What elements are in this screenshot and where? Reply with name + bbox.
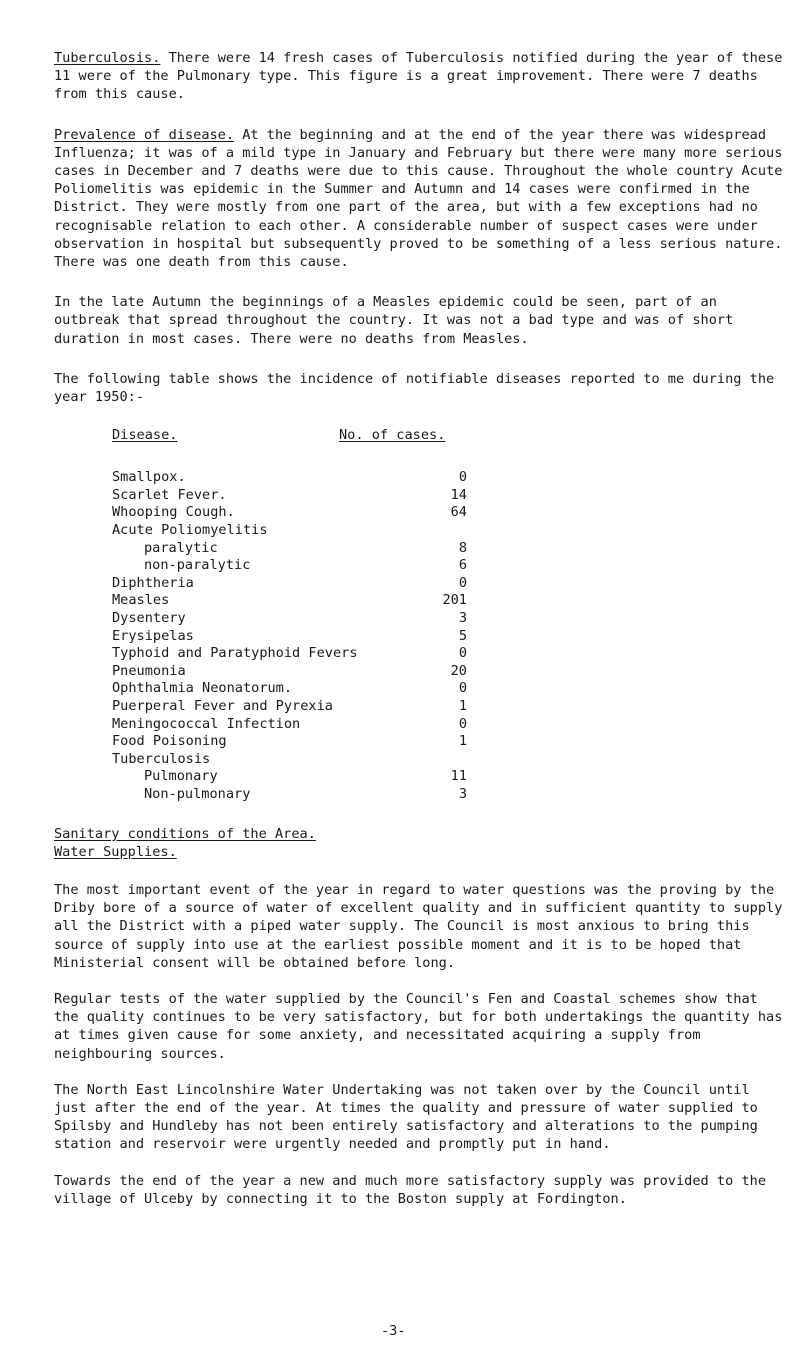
disease-name: Smallpox. xyxy=(112,469,186,486)
prevalence-text: At the beginning and at the end of the year there was widespread Influenza; it was of a mild type in January and February but there were many more serious cases in December and 7 deaths were due to this cause. Throughout the whole country Acute Poliomelitis was epidemic in the Summer and Autumn and 14 cases were confirmed in the District. They were mostly from one part of the area, but with a few exceptions had no recognisable relation to each other. A considerable number of suspect cases were under observation in hospital but subsequently proved to be something of a less serious nature. There was one death from this cause. xyxy=(54,126,783,271)
case-count: 0 xyxy=(458,645,467,662)
table-row xyxy=(112,521,801,539)
disease-name: non-paralytic xyxy=(144,557,251,574)
disease-name: Pneumonia xyxy=(112,662,186,679)
table-row xyxy=(112,503,801,521)
table-row xyxy=(112,539,801,557)
disease-name: Puerperal Fever and Pyrexia xyxy=(112,697,333,714)
case-count: 0 xyxy=(458,715,467,732)
disease-name: Typhoid and Paratyphoid Fevers xyxy=(112,645,358,662)
table-row xyxy=(112,574,801,592)
table-row xyxy=(112,767,801,785)
case-count: 8 xyxy=(458,539,467,556)
tuberculosis-heading: Tuberculosis. xyxy=(54,50,161,66)
case-count: 1 xyxy=(458,697,467,714)
sanitary-heading: Sanitary conditions of the Area. xyxy=(54,825,316,842)
cases-column-header: No. of cases. xyxy=(339,427,446,444)
water-paragraph-3: The North East Lincolnshire Water Undertaking was not taken over by the Council until just after the end of the year. At times the quality and pressure of water supplied to Spilsby and Hundleby has not been entirely satisfactory and alterations to the pumping station and reservoir were urgently needed and promptly put in hand. xyxy=(54,1081,758,1153)
case-count: 11 xyxy=(450,768,467,785)
table-intro-paragraph: The following table shows the incidence of notifiable diseases reported to me during the year 1950:- xyxy=(54,370,775,406)
case-count: 0 xyxy=(458,574,467,591)
disease-name: Pulmonary xyxy=(144,768,218,785)
case-count: 3 xyxy=(458,610,467,626)
disease-name: Tuberculosis xyxy=(112,750,211,767)
case-count: 1 xyxy=(458,733,467,750)
disease-name: Dysentery xyxy=(112,610,186,626)
document-page xyxy=(54,40,788,1208)
disease-name: Diphtheria xyxy=(112,574,194,591)
table-row xyxy=(112,750,801,768)
table-row xyxy=(112,785,801,803)
water-supplies-heading: Water Supplies. xyxy=(54,843,177,860)
case-count: 6 xyxy=(458,557,467,574)
table-row xyxy=(112,715,801,733)
case-count: 64 xyxy=(450,504,467,521)
disease-name: Scarlet Fever. xyxy=(112,486,227,503)
disease-name: Whooping Cough. xyxy=(112,504,235,521)
page-number: -3- xyxy=(381,1323,406,1339)
case-count: 201 xyxy=(442,592,467,609)
table-row xyxy=(112,627,801,645)
table-row xyxy=(112,662,801,680)
disease-name: Erysipelas xyxy=(112,627,194,644)
table-row xyxy=(112,679,801,697)
prevalence-heading: Prevalence of disease. xyxy=(54,126,235,143)
water-paragraph-2: Regular tests of the water supplied by the Council's Fen and Coastal schemes show that the quality continues to be very satisfactory, but for both undertakings the quantity has at times given cause for some anxiety, and necessitated acquiring a supply from neighbouring sources. xyxy=(54,990,783,1062)
disease-name: Meningococcal Infection xyxy=(112,715,301,732)
case-count: 5 xyxy=(458,627,467,644)
case-count: 0 xyxy=(458,469,467,486)
table-row xyxy=(112,697,801,715)
disease-name: Ophthalmia Neonatorum. xyxy=(112,680,293,697)
sanitary-section xyxy=(54,825,788,1208)
case-count: 3 xyxy=(458,785,467,802)
tuberculosis-paragraph xyxy=(54,49,788,104)
tuberculosis-text: There were 14 fresh cases of Tuberculosis notified during the year of these 11 were of the Pulmonary type. This figure is a great improvement. There were 7 deaths from this cause. xyxy=(54,50,783,103)
disease-table-header xyxy=(54,426,788,448)
disease-name: Food Poisoning xyxy=(112,733,227,750)
disease-name: Acute Poliomyelitis xyxy=(112,522,268,539)
disease-column-header: Disease. xyxy=(112,427,178,444)
case-count: 0 xyxy=(458,680,467,697)
disease-name: Non-pulmonary xyxy=(144,785,251,802)
table-row xyxy=(112,468,801,486)
case-count: 14 xyxy=(450,486,467,503)
table-row xyxy=(112,609,801,627)
water-paragraph-1: The most important event of the year in regard to water questions was the proving by the Driby bore of a source of water of excellent quality and in sufficient quantity to supply all the District with a piped water supply. The Council is most anxious to bring this source of supply into use at the earliest possible moment and it is to be hoped that Ministerial consent will be obtained before long. xyxy=(54,881,783,971)
measles-paragraph: In the late Autumn the beginnings of a Measles epidemic could be seen, part of an outbreak that spread throughout the country. It was not a bad type and was of short duration in most cases. There were no deaths from Measles. xyxy=(54,294,734,347)
table-row xyxy=(112,556,801,574)
water-paragraph-4: Towards the end of the year a new and much more satisfactory supply was provided to the village of Ulceby by connecting it to the Boston supply at Fordington. xyxy=(54,1172,767,1207)
disease-name: Measles xyxy=(112,592,170,609)
prevalence-paragraph xyxy=(54,126,788,272)
table-row xyxy=(112,644,801,662)
disease-table xyxy=(112,468,801,802)
disease-name: paralytic xyxy=(144,539,218,556)
table-row xyxy=(112,486,801,504)
table-row xyxy=(112,591,801,609)
table-row xyxy=(112,732,801,750)
case-count: 20 xyxy=(450,662,467,679)
